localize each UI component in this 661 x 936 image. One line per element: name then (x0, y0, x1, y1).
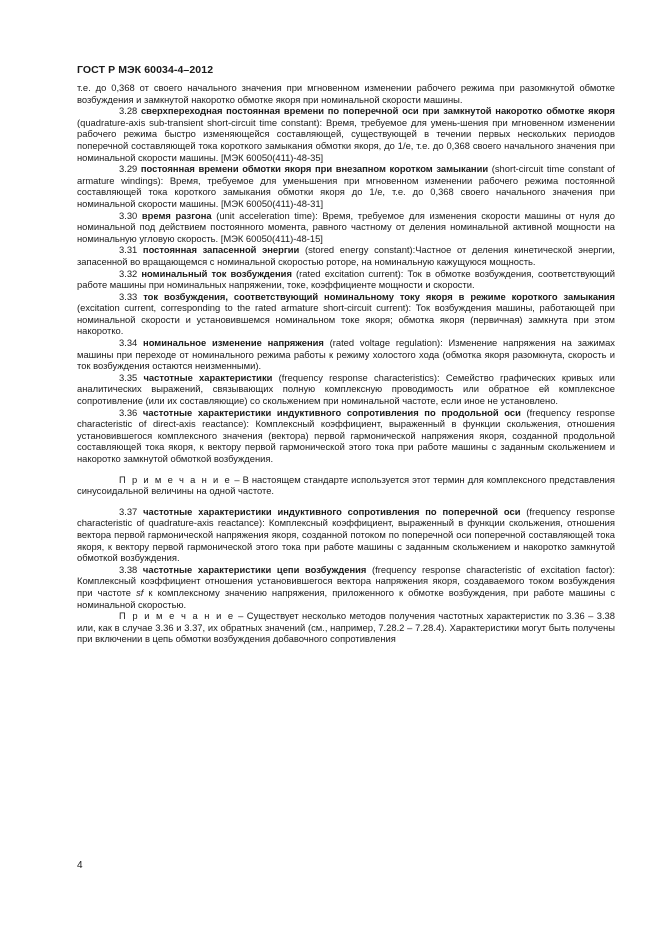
definition-text: (excitation current, corresponding to the rated armature short-circuit current): Ток возбуждения машины, работающей при номинальной скорости и установившемся номинальном токе якоря; обмотка якоря (первичная) замкнута при этом накоротко. (77, 302, 615, 337)
definition-text: (frequency response characteristic of direct-axis reactance): Комплексный коэффициент, выраженный в функции скольжения, отношения установившегося комплексного значения (вектора) первой гармонической напряжения якоря, созданной продольной составляющей тока якоря, к вектору первой гармонической этого тока при работе машины с заданным скольжением и накоротко замкнутой обмоткой возбуждения. (77, 406, 615, 464)
definition-term: номинальный ток возбуждения (141, 267, 292, 279)
definition-text: (stored energy constant):Частное от деления кинетической энергии, запасенной во вращающемся с номинальной скоростью роторе, на номинальную кажущуюся мощность. (77, 244, 616, 267)
note-text: – Существует несколько методов получения частотных характеристик по 3.36 – 3.38 или, как в случае 3.36 и 3.37, их обратных значений (см., например, 7.28.2 – 7.28.4). Характеристики могут быть получены при включении в цепь обмотки возбуждения добавочного сопротивления (77, 610, 615, 645)
definition-number: 3.28 (119, 105, 138, 117)
definition-text: (short-circuit time constant of armature windings): Время, требуемое для уменьшения при мгновенном изменении рабочего режима постоянной составляющей тока короткого замыкания обмотки якоря до 1/е, т.е. до 0,368 своего начального значения при номинальной скорости машины. [МЭК 60050(411)-48-31] (77, 163, 616, 209)
definition-number: 3.30 (119, 209, 138, 221)
definition-3-30 (77, 210, 615, 245)
definition-term: частотные характеристики (143, 371, 273, 383)
definition-term: частотные характеристики индуктивного сопротивления по продольной оси (142, 406, 521, 418)
note-2 (77, 610, 615, 645)
definition-number: 3.34 (119, 337, 138, 349)
definition-3-32 (77, 268, 615, 291)
definition-3-35 (77, 372, 615, 407)
note-text: – В настоящем стандарте используется этот термин для комплексного представления синусоидальной величины на одной частоте. (77, 473, 615, 497)
definition-term: ток возбуждения, соответствующий номинальному току якоря в режиме короткого замыкания (143, 290, 615, 302)
document-header: ГОСТ Р МЭК 60034-4–2012 (77, 64, 214, 76)
definition-number: 3.36 (119, 406, 138, 418)
definition-text: (unit acceleration time): Время, требуемое для изменения скорости машины от нуля до номинальной под действием постоянного момента, равного частному от деления номинальной активной мощности на номинальную угловую скорость. [МЭК 60050(411)-48-15] (77, 209, 615, 244)
definition-text-italic: sf (136, 586, 144, 598)
note-label: П р и м е ч а н и е (119, 610, 235, 622)
definition-text: (quadrature-axis sub-transient short-circuit time constant): Время, требуемое для умень-шения при мгновенном изменении рабочего режима быстро изменяющейся составляющей, существующей в течении первых нескольких периодов поперечной составляющей тока короткого замыкания обмотки якоря, до 1/е, т.е. до 0,368 своего начального значения при номинальной скорости машины. [МЭК 60050(411)-48-35] (77, 116, 615, 163)
definition-number: 3.31 (119, 244, 138, 256)
intro-paragraph: т.е. до 0,368 от своего начального значения при мгновенном изменении рабочего режима при разомкнутой обмотке возбуждения и замкнутой накоротко обмотке якоря при номинальной скорости машины. (77, 82, 615, 105)
definition-text: (rated voltage regulation): Изменение напряжения на зажимах машины при переходе от номинального режима работы к режиму холостого хода (обмотка якоря разомкнута, скорость и ток возбуждения остаются неизменными). (77, 337, 615, 372)
definition-term: частотные характеристики индуктивного сопротивления по поперечной оси (143, 505, 521, 517)
definition-3-31 (77, 244, 615, 267)
definition-3-34 (77, 337, 615, 372)
definition-number: 3.35 (119, 371, 138, 383)
definition-3-36 (77, 407, 615, 465)
note-1 (77, 474, 615, 497)
definition-number: 3.37 (119, 505, 138, 517)
definition-term: сверхпереходная постоянная времени по поперечной оси при замкнутой накоротко обмотке якоря (140, 105, 616, 117)
definition-3-38 (77, 564, 615, 610)
definition-text: (frequency response characteristic of excitation factor): Комплексный коэффициент отношения установившегося вектора напряжения якоря, создаваемого током возбуждения при частоте (77, 563, 615, 598)
note-label: П р и м е ч а н и е (119, 473, 232, 485)
definition-3-28 (77, 105, 615, 163)
definition-term: время разгона (141, 209, 212, 221)
definition-term: номинальное изменение напряжения (143, 337, 324, 349)
definition-text: (frequency response characteristic of quadrature-axis reactance): Комплексный коэффициент, выраженный в функции скольжения, отношения вектора первой гармонической напряжения якоря, созданной потоком по поперечной оси поперечной составляющей тока якоря, к вектору первой гармонической этого тока при работе машины с заданным скольжением и накоротко замкнутой обмоткой возбуждения. (77, 505, 615, 564)
definition-number: 3.29 (119, 163, 138, 175)
definition-3-29 (77, 163, 615, 209)
definition-text: к комплексному значению напряжения, приложенного к обмотке возбуждения, при работе машины с номинальной скоростью. (77, 586, 616, 610)
definition-text: (rated excitation current): Ток в обмотке возбуждения, соответствующий работе машины при номинальных напряжении, токе, коэффициенте мощности и скорости. (77, 267, 615, 291)
definition-text: (frequency response characteristics): Семейство графических кривых или аналитических выражений, связывающих полную комплексную проводимость или обратное ей комплексное сопротивление (или их составляющие) со скольжением при номинальной частоте, если иное не установлено. (77, 371, 615, 407)
definition-3-37 (77, 506, 615, 564)
definition-number: 3.33 (119, 290, 138, 302)
definition-term: постоянная времени обмотки якоря при внезапном коротком замыкании (140, 163, 489, 175)
definition-number: 3.32 (119, 267, 138, 279)
definition-number: 3.38 (119, 563, 138, 575)
definition-term: постоянная запасенной энергии (142, 244, 300, 256)
document-body (77, 82, 615, 645)
definition-term: частотные характеристики цепи возбуждения (142, 563, 367, 575)
definition-3-33 (77, 291, 615, 337)
page-number: 4 (77, 860, 83, 871)
